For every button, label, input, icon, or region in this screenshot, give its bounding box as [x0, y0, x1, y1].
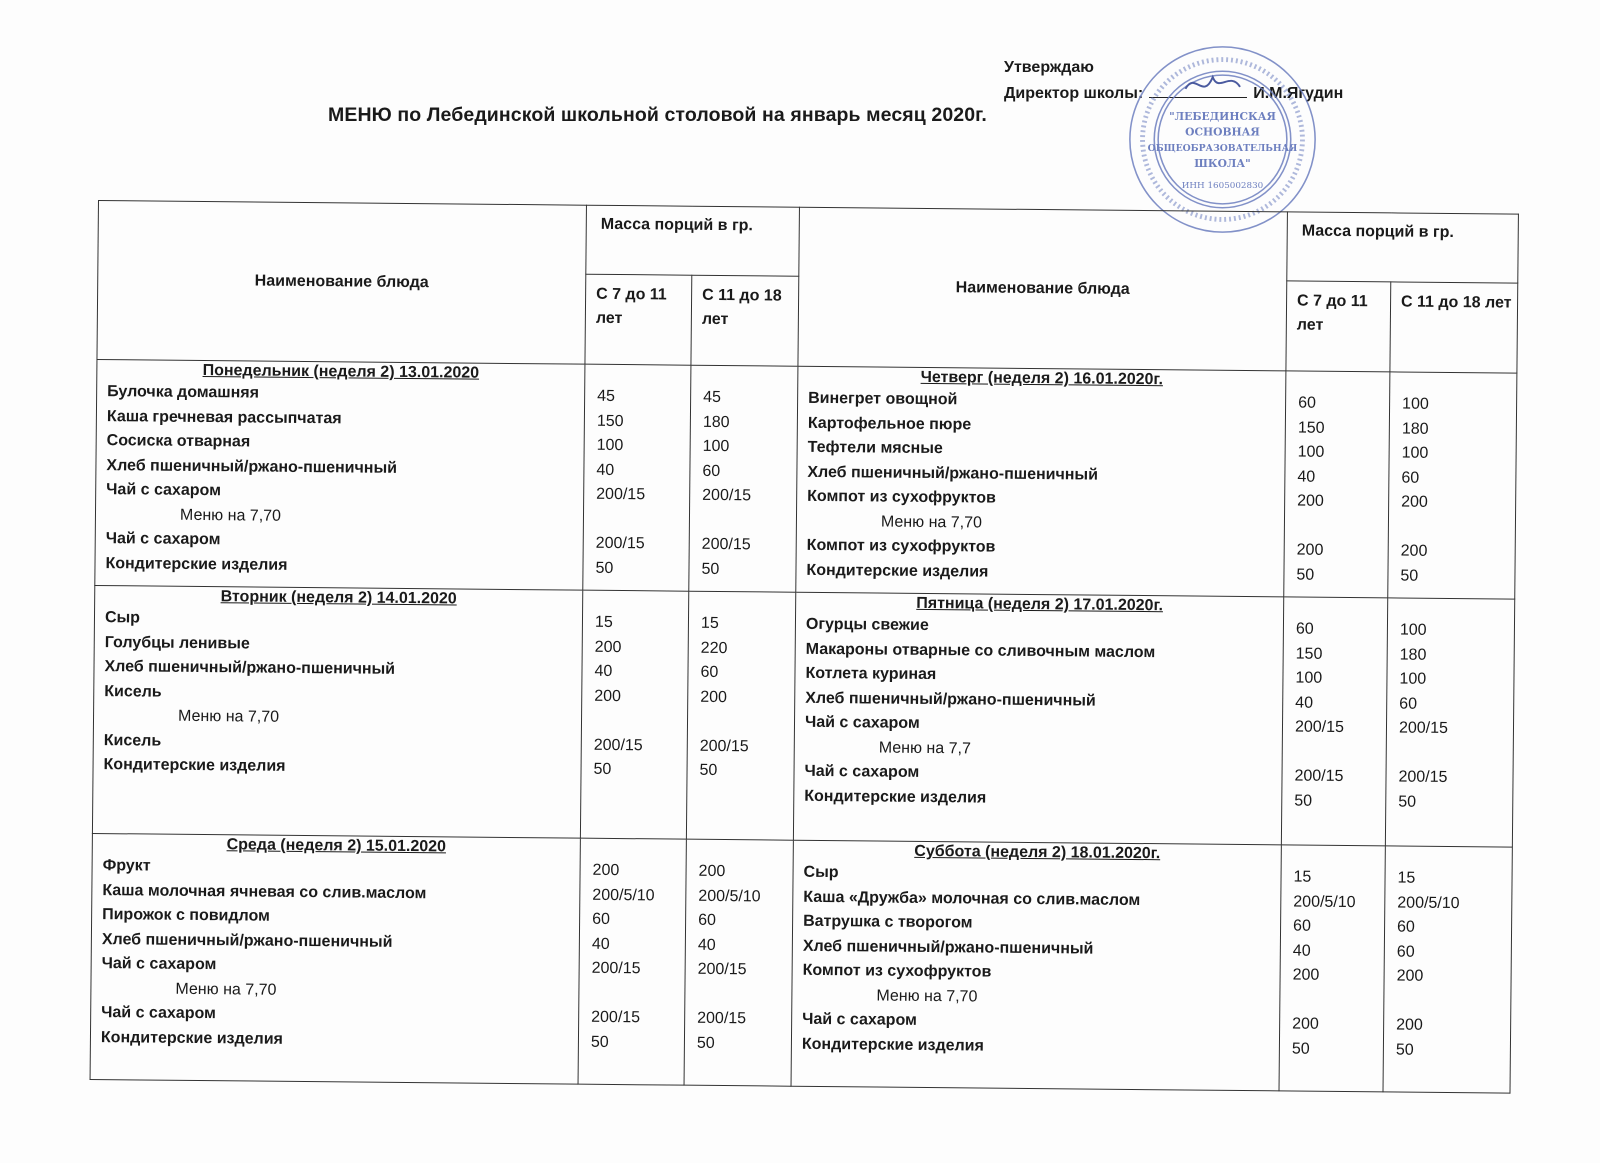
portion-mass: 15: [700, 614, 719, 632]
portion-mass: 40: [1292, 942, 1311, 960]
dish-name: Хлеб пшеничный/ржано-пшеничный: [807, 463, 1099, 484]
portion-mass: 40: [591, 935, 610, 953]
portion-list-young: [1282, 597, 1387, 814]
portion-mass: 50: [595, 559, 614, 577]
portion-mass: 200/5/10: [1397, 894, 1460, 912]
portion-mass: 100: [1402, 395, 1429, 413]
dish-name: Чай с сахаром: [804, 713, 920, 732]
portion-mass: 50: [593, 760, 612, 778]
portion-mass: 45: [703, 388, 722, 406]
menu-price-subheading: Меню на 7,70: [179, 506, 282, 525]
day-title: Суббота (неделя 2) 18.01.2020г.: [914, 842, 1161, 863]
portion-mass: 200/15: [1294, 718, 1345, 736]
portion-mass: 40: [594, 662, 613, 680]
day-title: Понедельник (неделя 2) 13.01.2020: [202, 362, 480, 382]
dish-list: [93, 606, 582, 782]
dish-name: Кондитерские изделия: [801, 1035, 984, 1055]
dish-name: Компот из сухофруктов: [807, 487, 996, 507]
dish-list: [794, 613, 1283, 814]
portion-list-old: [1384, 846, 1512, 1063]
col-header-name-right: Наименование блюда: [798, 207, 1288, 371]
portion-mass: 180: [702, 413, 730, 431]
stamp-line-2: ОСНОВНАЯ: [1185, 125, 1260, 139]
header-row: [98, 201, 1519, 284]
portion-mass: 200/15: [595, 534, 645, 553]
dish-name: Чай с сахаром: [802, 1010, 917, 1029]
day-title: Четверг (неделя 2) 16.01.2020г.: [920, 368, 1164, 389]
dish-name: Кисель: [103, 731, 162, 750]
stamp-line-4: ШКОЛА": [1194, 156, 1251, 170]
portion-mass: 60: [700, 663, 719, 681]
portion-mass: 200: [1401, 493, 1428, 511]
dish-name: Кондитерские изделия: [806, 561, 989, 581]
day-title: Среда (неделя 2) 15.01.2020: [226, 836, 447, 856]
col-header-age-old-right: С 11 до 18 лет: [1390, 282, 1518, 373]
day-row-3: [90, 833, 1512, 1093]
portion-mass: 15: [1293, 868, 1312, 886]
portion-mass: 100: [1297, 443, 1325, 461]
approval-label: Утверждаю: [1004, 59, 1094, 76]
portion-list-old: [685, 840, 793, 1057]
portion-mass: 40: [596, 461, 615, 479]
portion-mass: 60: [1295, 620, 1314, 638]
dish-list: [792, 861, 1281, 1062]
dish-name: Сосиска отварная: [106, 432, 251, 451]
portion-mass: 200/5/10: [698, 887, 761, 905]
dish-name: Чай с сахаром: [804, 762, 920, 781]
portion-mass: 200/15: [1398, 768, 1448, 786]
dish-name: Булочка домашняя: [107, 383, 260, 402]
portion-mass: 60: [1396, 918, 1415, 936]
dish-name: Кондитерские изделия: [100, 1028, 284, 1048]
portion-mass: 200: [1296, 541, 1324, 559]
portion-mass: 50: [1291, 1040, 1310, 1058]
portion-list-old: [1388, 372, 1516, 589]
portion-mass: 150: [596, 412, 624, 430]
dish-name: Сыр: [104, 609, 141, 627]
portion-list-old: [687, 592, 795, 785]
dish-name: Каша гречневая рассыпчатая: [106, 407, 342, 427]
dish-name: Каша молочная ячневая со слив.маслом: [102, 881, 427, 902]
portion-mass: 200/15: [591, 1008, 641, 1027]
dish-name: Хлеб пшеничный/ржано-пшеничный: [101, 930, 393, 951]
portion-mass: 200/15: [697, 960, 747, 979]
portion-list-old: [689, 366, 797, 583]
menu-table: [90, 200, 1519, 1094]
portion-mass: 200: [1396, 967, 1424, 985]
dish-name: Картофельное пюре: [807, 414, 972, 433]
day-row-2: [92, 585, 1514, 847]
portion-mass: 200/5/10: [1293, 893, 1356, 911]
day-title: Пятница (неделя 2) 17.01.2020г.: [916, 594, 1164, 615]
dish-name: Кисель: [104, 682, 162, 701]
portion-mass: 200: [594, 687, 622, 705]
portion-mass: 200: [1292, 966, 1320, 984]
dish-list: [95, 380, 584, 581]
portion-mass: 200/15: [701, 535, 751, 554]
portion-mass: 60: [698, 911, 716, 929]
dish-name: Компот из сухофруктов: [802, 961, 992, 981]
portion-mass: 200: [698, 862, 726, 881]
stamp-inn: ИНН 1605002830: [1181, 181, 1264, 192]
dish-name: Хлеб пшеничный/ржано-пшеничный: [106, 456, 398, 477]
portion-mass: 180: [1399, 646, 1427, 664]
portion-mass: [1292, 988, 1383, 1013]
portion-list-young: [1284, 371, 1389, 588]
portion-list-young: [583, 365, 690, 582]
day-cell-wednesday: [90, 833, 580, 1084]
dish-list: [91, 854, 580, 1055]
dish-name: Чай с сахаром: [101, 1004, 217, 1023]
portion-mass: 40: [1295, 694, 1314, 712]
portion-mass: [596, 507, 689, 532]
dish-list: [796, 387, 1285, 588]
col-header-mass-right: Масса порций в гр.: [1287, 212, 1519, 283]
portion-mass: 40: [1297, 468, 1316, 486]
portion-mass: 50: [1398, 793, 1417, 811]
dish-name: Фрукт: [102, 857, 151, 875]
dish-name: Пирожок с повидлом: [102, 906, 271, 925]
portion-mass: 150: [1297, 419, 1325, 437]
school-stamp-icon: [1125, 42, 1320, 237]
portion-list-young: [1280, 845, 1385, 1062]
day-row-1: [95, 359, 1517, 599]
portion-list-young: [579, 839, 686, 1056]
menu-price-subheading: Меню на 7,70: [177, 707, 280, 726]
portion-mass: 100: [1399, 621, 1427, 639]
dish-name: Чай с сахаром: [106, 481, 222, 500]
portion-mass: 200/15: [702, 486, 752, 505]
menu-price-subheading: Меню на 7,70: [175, 980, 277, 999]
portion-mass: [594, 709, 687, 734]
portion-mass: 50: [1296, 566, 1315, 584]
portion-mass: [702, 508, 796, 533]
dish-name: Чай с сахаром: [101, 955, 217, 974]
portion-mass: 200/15: [596, 485, 646, 504]
portion-mass: 200/15: [1294, 767, 1344, 785]
dish-name: Хлеб пшеничный/ржано-пшеничный: [802, 937, 1094, 958]
portion-mass: 15: [594, 613, 613, 631]
col-header-mass-left: Масса порций в гр.: [586, 205, 800, 276]
portion-mass: 60: [1401, 469, 1420, 487]
portion-mass: 220: [700, 639, 728, 657]
portion-mass: [591, 981, 684, 1006]
portion-mass: [1401, 515, 1515, 541]
stamp-line-1: "ЛЕБЕДИНСКАЯ: [1169, 109, 1276, 123]
col-header-age-young-left: С 7 до 11 лет: [585, 274, 692, 365]
portion-mass: [1295, 740, 1386, 765]
portion-mass: [1399, 741, 1513, 767]
day-cell-saturday: [791, 840, 1281, 1091]
portion-mass: 200/15: [699, 737, 749, 755]
portion-mass: 100: [1399, 670, 1427, 688]
dish-name: Ватрушка с творогом: [803, 912, 973, 932]
dish-name: Винегрет овощной: [808, 389, 958, 409]
portion-mass: 150: [1295, 645, 1323, 663]
portion-mass: 60: [1293, 917, 1311, 935]
portion-mass: 200/5/10: [592, 886, 655, 904]
portion-mass: [697, 982, 791, 1007]
day-cell-monday: [95, 359, 585, 590]
portion-mass: 200: [1400, 542, 1428, 560]
portion-mass: 200: [700, 688, 728, 706]
portion-mass: 200/15: [591, 959, 641, 978]
dish-name: Хлеб пшеничный/ржано-пшеничный: [104, 658, 396, 678]
portion-mass: 200: [594, 638, 622, 656]
day-cell-friday: [793, 592, 1283, 845]
portion-mass: 100: [1401, 444, 1429, 462]
portion-mass: 100: [1295, 669, 1323, 687]
portion-mass: 60: [702, 462, 721, 480]
dish-name: Макароны отварные со сливочным маслом: [805, 640, 1156, 661]
portion-mass: [1297, 514, 1388, 539]
stamp-line-3: ОБЩЕОБРАЗОВАТЕЛЬНАЯ: [1147, 143, 1298, 155]
portion-mass: 200/15: [1398, 719, 1449, 737]
portion-mass: 50: [590, 1033, 609, 1051]
portion-mass: 50: [1395, 1040, 1414, 1059]
director-label: Директор школы:: [1004, 85, 1144, 102]
portion-mass: [700, 710, 794, 735]
menu-price-subheading: Меню на 7,70: [880, 513, 983, 531]
portion-mass: 200: [592, 861, 620, 880]
page-title: МЕНЮ по Лебединской школьной столовой на январь месяц 2020г.: [328, 104, 987, 126]
portion-mass: [1396, 989, 1510, 1015]
dish-name: Голубцы ленивые: [104, 633, 250, 652]
portion-list-young: [581, 591, 688, 783]
menu-price-subheading: Меню на 7,7: [878, 739, 971, 757]
director-name: И.М.Ягудин: [1253, 85, 1344, 102]
menu-price-subheading: Меню на 7,70: [876, 987, 978, 1005]
dish-name: Чай с сахаром: [105, 530, 221, 549]
portion-mass: 200: [1292, 1015, 1319, 1033]
portion-mass: 100: [702, 437, 730, 456]
dish-name: Кондитерские изделия: [804, 787, 987, 807]
portion-mass: 60: [1396, 943, 1415, 961]
dish-name: Компот из сухофруктов: [806, 536, 996, 556]
portion-mass: 50: [1400, 567, 1419, 585]
portion-mass: 45: [597, 387, 616, 405]
portion-mass: 40: [697, 936, 716, 954]
col-header-name-left: Наименование блюда: [97, 201, 587, 365]
dish-name: Каша «Дружба» молочная со слив.маслом: [803, 888, 1141, 909]
portion-mass: 60: [1298, 394, 1316, 412]
portion-mass: 50: [696, 1034, 715, 1052]
day-cell-tuesday: [92, 585, 582, 838]
dish-name: Кондитерские изделия: [103, 756, 286, 775]
portion-mass: 200: [1396, 1016, 1423, 1034]
portion-mass: 180: [1401, 420, 1429, 438]
portion-list-old: [1386, 598, 1514, 815]
col-header-age-young-right: С 7 до 11 лет: [1286, 281, 1391, 372]
col-header-age-old-left: С 11 до 18 лет: [691, 275, 799, 366]
dish-name: Хлеб пшеничный/ржано-пшеничный: [805, 689, 1096, 710]
portion-mass: 60: [592, 910, 610, 928]
portion-mass: 200/15: [593, 736, 643, 754]
dish-name: Котлета куриная: [805, 664, 937, 684]
dish-name: Огурцы свежие: [805, 615, 929, 634]
portion-mass: 60: [1399, 695, 1418, 713]
portion-mass: 50: [1294, 792, 1313, 810]
portion-mass: 100: [596, 436, 624, 455]
portion-mass: 50: [701, 560, 720, 578]
portion-mass: 200: [1297, 492, 1324, 510]
portion-mass: 15: [1397, 869, 1416, 887]
portion-mass: 50: [699, 761, 718, 779]
dish-name: Кондитерские изделия: [105, 554, 288, 574]
day-cell-thursday: [796, 366, 1286, 597]
portion-mass: 200/15: [697, 1009, 747, 1028]
day-title: Вторник (неделя 2) 14.01.2020: [220, 588, 457, 608]
dish-name: Тефтели мясные: [807, 438, 943, 458]
dish-name: Сыр: [803, 863, 839, 882]
